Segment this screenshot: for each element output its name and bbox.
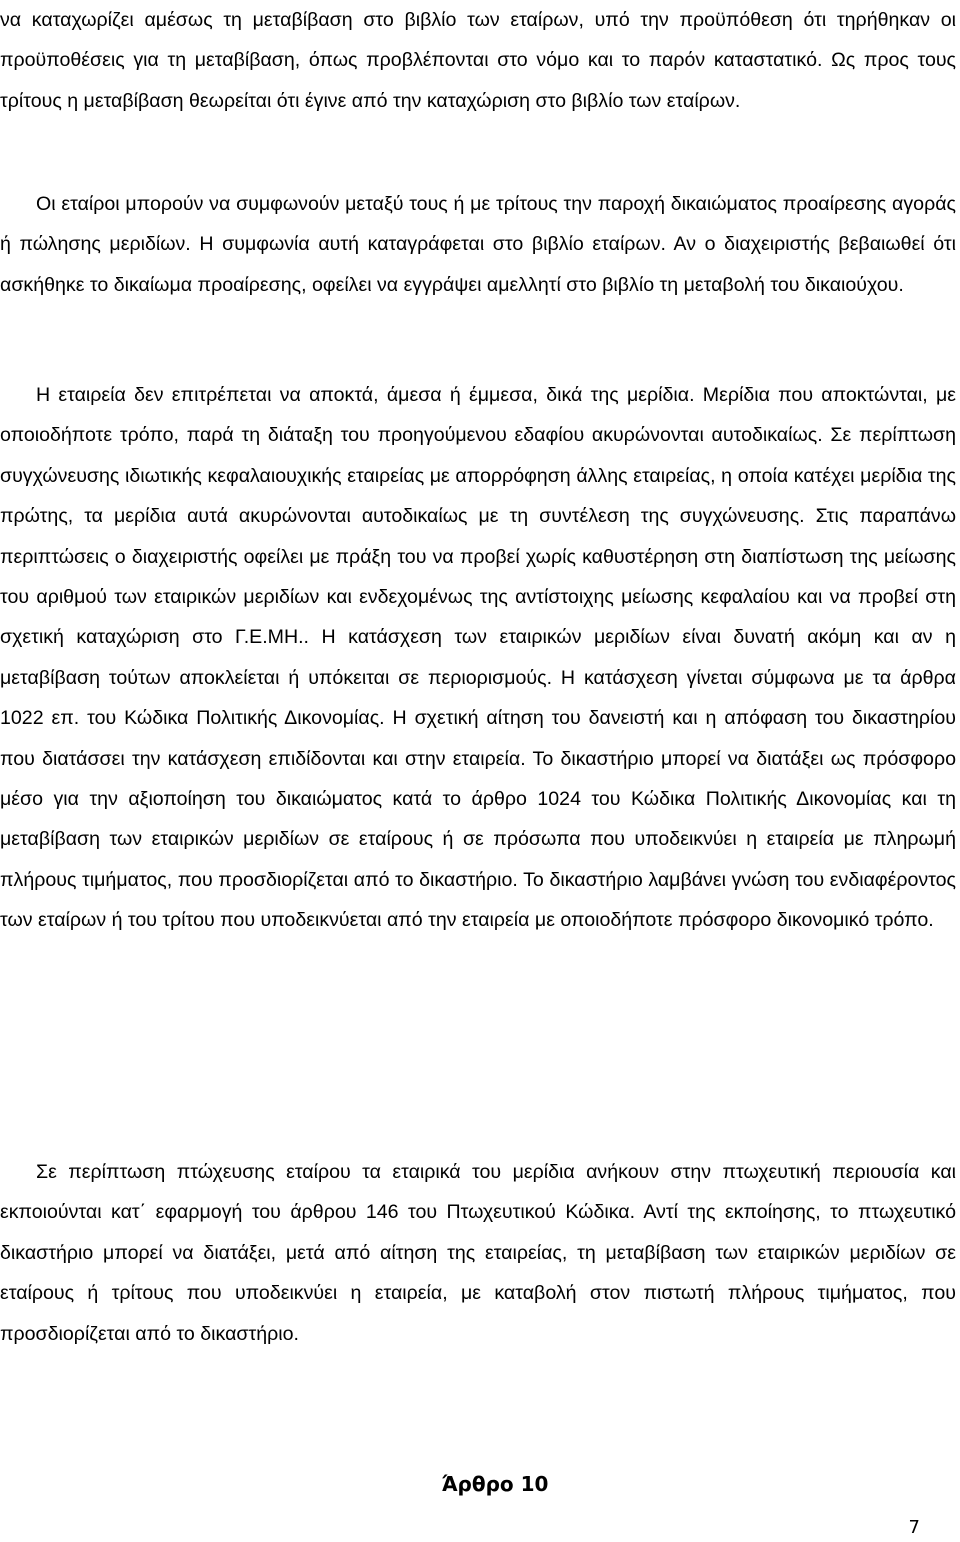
paragraph-bankruptcy	[0, 1152, 956, 1354]
page-number: 7	[908, 1517, 920, 1538]
article-heading: Άρθρο 10	[441, 1472, 549, 1496]
paragraph-own-shares-seizure	[0, 375, 956, 941]
paragraph-option-agreement	[0, 184, 956, 305]
paragraph-text: Σε περίπτωση πτώχευσης εταίρου τα εταιρικά του μερίδια ανήκουν στην πτωχευτική περιουσία και εκποιούνται κατ΄ εφαρμογή του άρθρου 146 του Πτωχευτικού Κώδικα. Αντί της εκποίησης, το πτωχευτικό δικαστήριο μπορεί να διατάξει, μετά από αίτηση της εταιρείας, τη μεταβίβαση των εταιρικών μεριδίων σε εταίρους ή τρίτους που υποδεικνύει η εταιρεία, με καταβολή στον πιστωτή πλήρους τιμήματος, που προσδιορίζεται από το δικαστήριο.	[0, 1161, 956, 1345]
paragraph-text: Η εταιρεία δεν επιτρέπεται να αποκτά, άμεσα ή έμμεσα, δικά της μερίδια. Μερίδια που αποκτώνται, με οποιοδήποτε τρόπο, παρά τη διάταξη του προηγούμενου εδαφίου ακυρώνονται αυτοδικαίως. Σε περίπτωση συγχώνευσης ιδιωτικής κεφαλαιουχικής εταιρείας με απορρόφηση άλλης εταιρείας, η οποία κατέχει μερίδια της πρώτης, τα μερίδια αυτά ακυρώνονται αυτοδικαίως με τη συντέλεση της συγχώνευσης. Στις παραπάνω περιπτώσεις ο διαχειριστής οφείλει με πράξη του να προβεί χωρίς καθυστέρηση στη διαπίστωση της μείωσης του αριθμού των εταιρικών μεριδίων και ενδεχομένως της αντίστοιχης μείωσης κεφαλαίου και να προβεί στη σχετική καταχώριση στο Γ.Ε.ΜΗ.. Η κατάσχεση των εταιρικών μεριδίων είναι δυνατή ακόμη και αν η μεταβίβαση τούτων αποκλείεται ή υπόκειται σε περιορισμούς. Η κατάσχεση γίνεται σύμφωνα με τα άρθρα 1022 επ. του Κώδικα Πολιτικής Δικονομίας. Η σχετική αίτηση του δανειστή και η απόφαση του δικαστηρίου που διατάσσει την κατάσχεση επιδίδονται και στην εταιρεία. Το δικαστήριο μπορεί να διατάξει ως πρόσφορο μέσο για την αξιοποίηση του δικαιώματος κατά το άρθρο 1024 του Κώδικα Πολιτικής Δικονομίας και τη μεταβίβαση των εταιρικών μεριδίων σε εταίρους ή σε πρόσωπα που υποδεικνύει η εταιρεία με πληρωμή πλήρους τιμήματος, που προσδιορίζεται από το δικαστήριο. Το δικαστήριο λαμβάνει γνώση του ενδιαφέροντος των εταίρων ή του τρίτου που υποδεικνύεται από την εταιρεία με οποιοδήποτε πρόσφορο δικονομικό τρόπο.	[0, 384, 956, 932]
paragraph-text: να καταχωρίζει αμέσως τη μεταβίβαση στο βιβλίο των εταίρων, υπό την προϋπόθεση ότι τηρήθηκαν οι προϋποθέσεις για τη μεταβίβαση, όπως προβλέπονται στο νόμο και το παρόν καταστατικό. Ως προς τους τρίτους η μεταβίβαση θεωρείται ότι έγινε από την καταχώριση στο βιβλίο των εταίρων.	[0, 9, 956, 112]
paragraph-text: Οι εταίροι μπορούν να συμφωνούν μεταξύ τους ή με τρίτους την παροχή δικαιώματος προαίρεσης αγοράς ή πώλησης μεριδίων. Η συμφωνία αυτή καταγράφεται στο βιβλίο εταίρων. Αν ο διαχειριστής βεβαιωθεί ότι ασκήθηκε το δικαίωμα προαίρεσης, οφείλει να εγγράψει αμελλητί στο βιβλίο τη μεταβολή του δικαιούχου.	[0, 193, 956, 296]
paragraph-share-transfer-registration	[0, 0, 956, 121]
